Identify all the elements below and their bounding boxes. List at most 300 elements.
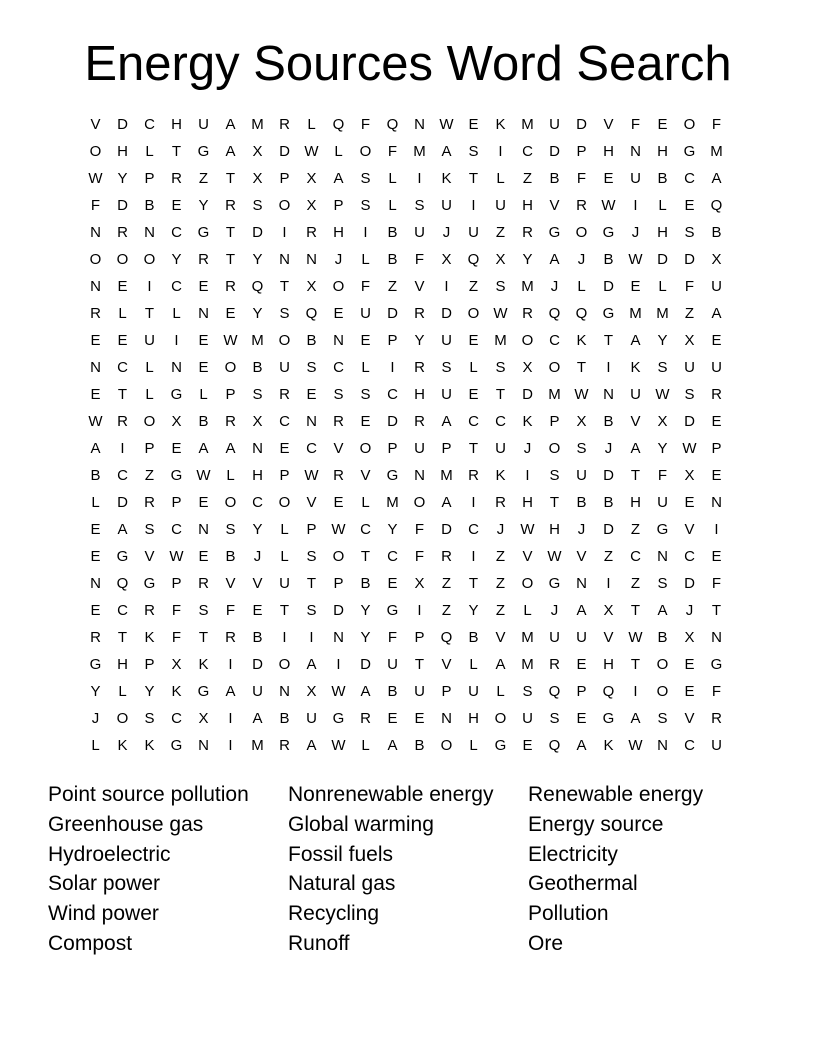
grid-letter: N bbox=[576, 575, 587, 592]
grid-letter: P bbox=[171, 494, 182, 511]
grid-letter: D bbox=[117, 197, 128, 214]
grid-letter: R bbox=[198, 251, 209, 268]
grid-letter: B bbox=[306, 332, 317, 349]
grid-letter: A bbox=[225, 143, 236, 160]
grid-letter: R bbox=[333, 467, 344, 484]
grid-letter: L bbox=[145, 359, 154, 376]
grid-letter: O bbox=[413, 494, 426, 511]
grid-letter: I bbox=[309, 629, 314, 646]
grid-letter: Y bbox=[522, 251, 533, 268]
grid-letter: V bbox=[522, 548, 533, 565]
page-title: Energy Sources Word Search bbox=[84, 37, 732, 91]
grid-letter: O bbox=[332, 278, 345, 295]
grid-letter: T bbox=[711, 602, 722, 619]
grid-letter: K bbox=[117, 737, 128, 754]
grid-letter: T bbox=[198, 629, 209, 646]
grid-letter: G bbox=[602, 224, 615, 241]
grid-letter: L bbox=[280, 521, 289, 538]
grid-letter: C bbox=[117, 602, 128, 619]
grid-letter: O bbox=[143, 251, 156, 268]
grid-letter: E bbox=[279, 440, 290, 457]
grid-letter: L bbox=[226, 467, 235, 484]
grid-letter: X bbox=[684, 467, 695, 484]
grid-letter: Z bbox=[468, 278, 479, 295]
grid-letter: A bbox=[333, 170, 344, 187]
grid-letter: Q bbox=[305, 305, 318, 322]
grid-letter: O bbox=[278, 656, 291, 673]
grid-letter: E bbox=[198, 332, 209, 349]
grid-letter: T bbox=[495, 386, 506, 403]
grid-letter: E bbox=[360, 413, 371, 430]
grid-letter: Q bbox=[386, 116, 399, 133]
grid-letter: X bbox=[576, 413, 587, 430]
grid-letter: P bbox=[576, 143, 587, 160]
grid-letter: U bbox=[468, 224, 479, 241]
grid-letter: L bbox=[658, 278, 667, 295]
grid-letter: R bbox=[225, 413, 236, 430]
grid-letter: A bbox=[117, 521, 128, 538]
grid-letter: H bbox=[630, 494, 641, 511]
grid-letter: L bbox=[388, 170, 397, 187]
grid-letter: L bbox=[118, 683, 127, 700]
grid-letter: Y bbox=[252, 251, 263, 268]
grid-letter: Z bbox=[441, 602, 452, 619]
grid-letter: P bbox=[171, 575, 182, 592]
grid-letter: Y bbox=[144, 683, 155, 700]
grid-row bbox=[82, 489, 730, 516]
grid-letter: U bbox=[387, 656, 398, 673]
grid-row bbox=[82, 192, 730, 219]
grid-letter: I bbox=[471, 548, 476, 565]
grid-letter: W bbox=[331, 521, 346, 538]
grid-letter: O bbox=[440, 737, 453, 754]
grid-letter: H bbox=[549, 521, 560, 538]
grid-letter: B bbox=[387, 251, 398, 268]
grid-letter: Z bbox=[630, 575, 641, 592]
grid-letter: O bbox=[494, 710, 507, 727]
grid-letter: P bbox=[387, 332, 398, 349]
grid-letter: U bbox=[198, 116, 209, 133]
grid-letter: M bbox=[386, 494, 399, 511]
grid-letter: Q bbox=[548, 737, 561, 754]
grid-letter: W bbox=[547, 548, 562, 565]
grid-letter: U bbox=[441, 386, 452, 403]
grid-letter: K bbox=[522, 413, 533, 430]
grid-letter: K bbox=[495, 467, 506, 484]
grid-letter: A bbox=[630, 710, 641, 727]
grid-letter: E bbox=[90, 602, 101, 619]
grid-letter: U bbox=[441, 197, 452, 214]
grid-letter: O bbox=[467, 305, 480, 322]
grid-letter: R bbox=[360, 710, 371, 727]
grid-letter: U bbox=[495, 440, 506, 457]
grid-letter: S bbox=[279, 305, 290, 322]
grid-letter: G bbox=[386, 602, 399, 619]
grid-letter: Q bbox=[116, 575, 129, 592]
word-list-item: Natural gas bbox=[288, 872, 396, 896]
grid-letter: B bbox=[657, 170, 668, 187]
grid-letter: A bbox=[576, 737, 587, 754]
grid-letter: M bbox=[494, 332, 507, 349]
grid-letter: I bbox=[471, 197, 476, 214]
grid-letter: L bbox=[388, 197, 397, 214]
grid-letter: I bbox=[633, 683, 638, 700]
grid-letter: Z bbox=[144, 467, 155, 484]
grid-letter: W bbox=[628, 251, 643, 268]
grid-letter: N bbox=[414, 116, 425, 133]
grid-letter: T bbox=[603, 332, 614, 349]
grid-letter: Z bbox=[198, 170, 209, 187]
grid-letter: L bbox=[334, 143, 343, 160]
grid-letter: L bbox=[496, 170, 505, 187]
grid-letter: P bbox=[144, 656, 155, 673]
grid-letter: N bbox=[657, 548, 668, 565]
grid-letter: U bbox=[630, 170, 641, 187]
grid-letter: T bbox=[171, 143, 182, 160]
grid-letter: U bbox=[549, 116, 560, 133]
grid-letter: W bbox=[682, 440, 697, 457]
grid-letter: J bbox=[253, 548, 262, 565]
grid-letter: U bbox=[576, 629, 587, 646]
grid-letter: Z bbox=[495, 575, 506, 592]
grid-letter: R bbox=[198, 575, 209, 592]
grid-letter: U bbox=[360, 305, 371, 322]
grid-letter: J bbox=[631, 224, 640, 241]
grid-letter: O bbox=[89, 251, 102, 268]
grid-letter: B bbox=[711, 224, 722, 241]
grid-row bbox=[82, 327, 730, 354]
grid-letter: J bbox=[334, 251, 343, 268]
grid-letter: D bbox=[279, 143, 290, 160]
grid-letter: L bbox=[118, 305, 127, 322]
grid-letter: I bbox=[228, 656, 233, 673]
grid-row bbox=[82, 651, 730, 678]
grid-letter: N bbox=[252, 440, 263, 457]
grid-letter: N bbox=[306, 251, 317, 268]
grid-letter: D bbox=[387, 413, 398, 430]
grid-letter: J bbox=[550, 278, 559, 295]
grid-letter: Q bbox=[710, 197, 723, 214]
grid-letter: Q bbox=[548, 305, 561, 322]
grid-letter: I bbox=[147, 278, 152, 295]
grid-letter: Z bbox=[630, 521, 641, 538]
grid-letter: E bbox=[576, 656, 587, 673]
grid-letter: E bbox=[90, 548, 101, 565]
grid-row bbox=[82, 354, 730, 381]
grid-letter: O bbox=[575, 224, 588, 241]
grid-letter: E bbox=[657, 116, 668, 133]
grid-row bbox=[82, 138, 730, 165]
grid-letter: E bbox=[522, 737, 533, 754]
grid-letter: M bbox=[413, 143, 426, 160]
grid-letter: S bbox=[252, 386, 263, 403]
word-list-item: Electricity bbox=[528, 842, 618, 866]
grid-letter: W bbox=[223, 332, 238, 349]
grid-letter: O bbox=[116, 251, 129, 268]
grid-row bbox=[82, 435, 730, 462]
grid-row bbox=[82, 705, 730, 732]
grid-letter: H bbox=[414, 386, 425, 403]
grid-letter: R bbox=[414, 359, 425, 376]
grid-letter: G bbox=[602, 305, 615, 322]
grid-letter: B bbox=[414, 737, 425, 754]
grid-letter: S bbox=[306, 359, 317, 376]
grid-letter: O bbox=[224, 359, 237, 376]
grid-letter: U bbox=[549, 629, 560, 646]
grid-letter: B bbox=[252, 629, 263, 646]
grid-row bbox=[82, 516, 730, 543]
grid-letter: W bbox=[88, 413, 103, 430]
grid-letter: F bbox=[360, 116, 371, 133]
grid-letter: N bbox=[414, 467, 425, 484]
grid-letter: E bbox=[387, 575, 398, 592]
grid-letter: Y bbox=[414, 332, 425, 349]
grid-letter: A bbox=[711, 305, 722, 322]
grid-letter: W bbox=[520, 521, 535, 538]
grid-letter: E bbox=[333, 494, 344, 511]
grid-letter: B bbox=[225, 548, 236, 565]
grid-row bbox=[82, 111, 730, 138]
grid-letter: O bbox=[521, 332, 534, 349]
grid-letter: U bbox=[144, 332, 155, 349]
grid-letter: O bbox=[224, 494, 237, 511]
grid-letter: C bbox=[171, 710, 182, 727]
grid-letter: L bbox=[496, 683, 505, 700]
grid-letter: W bbox=[574, 386, 589, 403]
grid-letter: B bbox=[387, 224, 398, 241]
grid-letter: D bbox=[522, 386, 533, 403]
grid-letter: W bbox=[88, 170, 103, 187]
grid-letter: P bbox=[711, 440, 722, 457]
grid-letter: R bbox=[144, 494, 155, 511]
grid-letter: S bbox=[657, 359, 668, 376]
grid-letter: B bbox=[549, 170, 560, 187]
grid-letter: V bbox=[549, 197, 560, 214]
word-list-item: Wind power bbox=[48, 902, 159, 926]
grid-letter: A bbox=[711, 170, 722, 187]
grid-letter: U bbox=[279, 359, 290, 376]
grid-letter: W bbox=[628, 629, 643, 646]
grid-letter: G bbox=[494, 737, 507, 754]
grid-letter: M bbox=[521, 629, 534, 646]
grid-letter: V bbox=[144, 548, 155, 565]
grid-letter: V bbox=[603, 116, 614, 133]
grid-letter: X bbox=[306, 278, 317, 295]
grid-letter: W bbox=[304, 467, 319, 484]
grid-letter: Z bbox=[603, 548, 614, 565]
grid-row bbox=[82, 570, 730, 597]
grid-letter: S bbox=[657, 575, 668, 592]
grid-letter: G bbox=[548, 224, 561, 241]
grid-letter: S bbox=[441, 359, 452, 376]
grid-letter: K bbox=[441, 170, 452, 187]
grid-letter: W bbox=[169, 548, 184, 565]
grid-letter: S bbox=[333, 386, 344, 403]
grid-row bbox=[82, 381, 730, 408]
grid-letter: M bbox=[656, 305, 669, 322]
grid-letter: Q bbox=[440, 629, 453, 646]
grid-letter: F bbox=[171, 629, 182, 646]
grid-letter: I bbox=[390, 359, 395, 376]
grid-letter: N bbox=[711, 629, 722, 646]
grid-letter: N bbox=[333, 332, 344, 349]
grid-letter: X bbox=[684, 629, 695, 646]
grid-letter: H bbox=[252, 467, 263, 484]
grid-letter: Y bbox=[117, 170, 128, 187]
grid-letter: T bbox=[468, 440, 479, 457]
grid-letter: C bbox=[468, 521, 479, 538]
grid-letter: Y bbox=[657, 440, 668, 457]
grid-letter: P bbox=[333, 197, 344, 214]
grid-letter: C bbox=[387, 386, 398, 403]
grid-letter: Z bbox=[387, 278, 398, 295]
word-list-item: Ore bbox=[528, 931, 564, 955]
grid-letter: X bbox=[495, 251, 506, 268]
grid-letter: B bbox=[279, 710, 290, 727]
grid-letter: R bbox=[711, 710, 722, 727]
grid-letter: O bbox=[359, 440, 372, 457]
grid-letter: B bbox=[198, 413, 209, 430]
grid-letter: H bbox=[603, 656, 614, 673]
grid-letter: F bbox=[387, 143, 398, 160]
grid-letter: W bbox=[439, 116, 454, 133]
grid-row bbox=[82, 408, 730, 435]
grid-letter: T bbox=[630, 656, 641, 673]
grid-letter: V bbox=[495, 629, 506, 646]
grid-letter: K bbox=[171, 683, 182, 700]
grid-letter: E bbox=[90, 332, 101, 349]
grid-letter: P bbox=[144, 440, 155, 457]
grid-letter: K bbox=[144, 629, 155, 646]
grid-letter: H bbox=[117, 143, 128, 160]
grid-letter: Y bbox=[171, 251, 182, 268]
grid-letter: Y bbox=[360, 629, 371, 646]
grid-letter: Y bbox=[360, 602, 371, 619]
grid-letter: K bbox=[603, 737, 614, 754]
grid-letter: A bbox=[360, 683, 371, 700]
grid-letter: R bbox=[225, 278, 236, 295]
grid-letter: L bbox=[361, 494, 370, 511]
grid-letter: F bbox=[711, 575, 722, 592]
grid-letter: M bbox=[251, 737, 264, 754]
word-column bbox=[288, 780, 528, 959]
grid-letter: U bbox=[279, 575, 290, 592]
grid-letter: X bbox=[522, 359, 533, 376]
grid-letter: L bbox=[280, 548, 289, 565]
grid-letter: O bbox=[359, 143, 372, 160]
grid-letter: Y bbox=[387, 521, 398, 538]
grid-letter: C bbox=[171, 224, 182, 241]
grid-letter: N bbox=[279, 251, 290, 268]
grid-letter: J bbox=[577, 251, 586, 268]
grid-letter: L bbox=[469, 656, 478, 673]
grid-letter: E bbox=[684, 494, 695, 511]
grid-letter: Z bbox=[522, 170, 533, 187]
grid-letter: N bbox=[198, 305, 209, 322]
grid-letter: G bbox=[710, 656, 723, 673]
grid-row bbox=[82, 597, 730, 624]
grid-letter: R bbox=[441, 548, 452, 565]
grid-letter: U bbox=[495, 197, 506, 214]
grid-letter: C bbox=[171, 521, 182, 538]
grid-letter: T bbox=[414, 656, 425, 673]
grid-letter: I bbox=[228, 710, 233, 727]
grid-letter: S bbox=[684, 386, 695, 403]
grid-letter: Z bbox=[495, 602, 506, 619]
grid-letter: Q bbox=[251, 278, 264, 295]
grid-letter: X bbox=[171, 413, 182, 430]
grid-letter: W bbox=[331, 683, 346, 700]
grid-letter: R bbox=[225, 197, 236, 214]
grid-letter: I bbox=[282, 224, 287, 241]
grid-letter: R bbox=[414, 305, 425, 322]
grid-letter: P bbox=[441, 683, 452, 700]
grid-row bbox=[82, 246, 730, 273]
grid-letter: C bbox=[684, 737, 695, 754]
grid-letter: P bbox=[144, 170, 155, 187]
grid-letter: M bbox=[521, 116, 534, 133]
grid-letter: T bbox=[630, 467, 641, 484]
grid-letter: F bbox=[414, 251, 425, 268]
grid-letter: J bbox=[523, 440, 532, 457]
grid-letter: T bbox=[225, 170, 236, 187]
grid-letter: W bbox=[655, 386, 670, 403]
grid-letter: Y bbox=[198, 197, 209, 214]
grid-letter: O bbox=[548, 359, 561, 376]
grid-letter: D bbox=[603, 467, 614, 484]
grid-letter: S bbox=[306, 602, 317, 619]
grid-letter: E bbox=[306, 386, 317, 403]
grid-letter: N bbox=[630, 143, 641, 160]
grid-letter: P bbox=[333, 575, 344, 592]
grid-letter: F bbox=[414, 521, 425, 538]
grid-letter: N bbox=[90, 359, 101, 376]
grid-letter: D bbox=[684, 575, 695, 592]
grid-letter: L bbox=[361, 737, 370, 754]
grid-letter: G bbox=[197, 683, 210, 700]
grid-letter: X bbox=[441, 251, 452, 268]
grid-letter: E bbox=[90, 386, 101, 403]
grid-letter: E bbox=[117, 278, 128, 295]
grid-letter: X bbox=[252, 170, 263, 187]
grid-letter: N bbox=[279, 683, 290, 700]
grid-letter: E bbox=[360, 332, 371, 349]
grid-letter: I bbox=[417, 170, 422, 187]
grid-letter: B bbox=[468, 629, 479, 646]
grid-letter: C bbox=[549, 332, 560, 349]
grid-letter: C bbox=[684, 170, 695, 187]
grid-letter: G bbox=[548, 575, 561, 592]
grid-letter: J bbox=[550, 602, 559, 619]
grid-letter: A bbox=[225, 116, 236, 133]
grid-letter: K bbox=[495, 116, 506, 133]
grid-letter: E bbox=[387, 710, 398, 727]
grid-letter: L bbox=[145, 386, 154, 403]
grid-letter: D bbox=[333, 602, 344, 619]
grid-letter: X bbox=[657, 413, 668, 430]
grid-letter: V bbox=[630, 413, 641, 430]
grid-letter: M bbox=[548, 386, 561, 403]
grid-letter: R bbox=[414, 413, 425, 430]
grid-letter: S bbox=[549, 710, 560, 727]
grid-letter: G bbox=[170, 467, 183, 484]
grid-letter: S bbox=[225, 521, 236, 538]
grid-letter: A bbox=[576, 602, 587, 619]
grid-letter: X bbox=[171, 656, 182, 673]
grid-letter: C bbox=[252, 494, 263, 511]
grid-letter: E bbox=[684, 197, 695, 214]
grid-letter: U bbox=[468, 683, 479, 700]
